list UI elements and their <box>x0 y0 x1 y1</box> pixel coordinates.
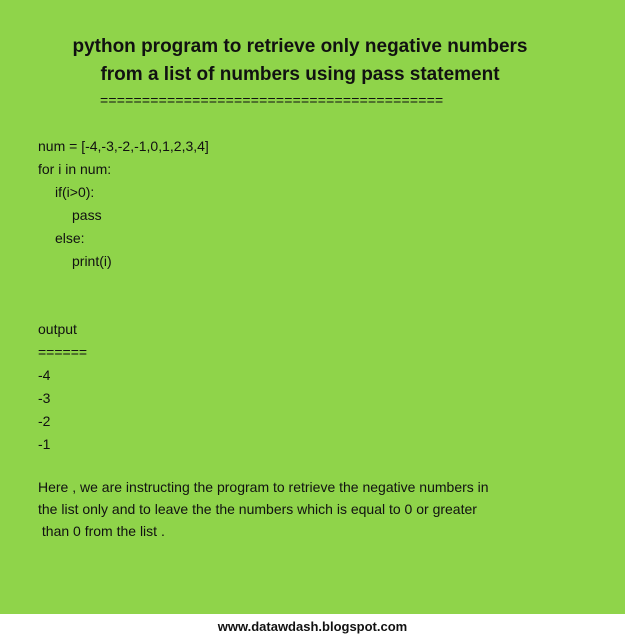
explanation-line: Here , we are instructing the program to retrieve the negative numbers in <box>38 479 489 495</box>
output-value: -4 <box>38 367 51 383</box>
output-label: output <box>38 321 77 337</box>
explanation-line: the list only and to leave the the numbers which is equal to 0 or greater <box>38 501 477 517</box>
code-line: else: <box>55 230 85 246</box>
code-line: num = [-4,-3,-2,-1,0,1,2,3,4] <box>38 138 209 154</box>
output-value: -1 <box>38 436 51 452</box>
explanation-paragraph <box>38 476 608 542</box>
title-line-2: from a list of numbers using pass statement <box>100 64 500 85</box>
code-line: pass <box>72 207 102 223</box>
output-value: -3 <box>38 390 51 406</box>
title-line-1: python program to retrieve only negative numbers <box>72 36 528 57</box>
explanation-line: than 0 from the list . <box>38 523 165 539</box>
title-underline: ========================================= <box>100 92 444 108</box>
code-line: print(i) <box>72 253 112 269</box>
code-line: if(i>0): <box>55 184 95 200</box>
footer-url: www.datawdash.blogspot.com <box>217 619 408 634</box>
code-line: for i in num: <box>38 161 112 177</box>
output-underline: ====== <box>38 344 88 360</box>
output-value: -2 <box>38 413 51 429</box>
